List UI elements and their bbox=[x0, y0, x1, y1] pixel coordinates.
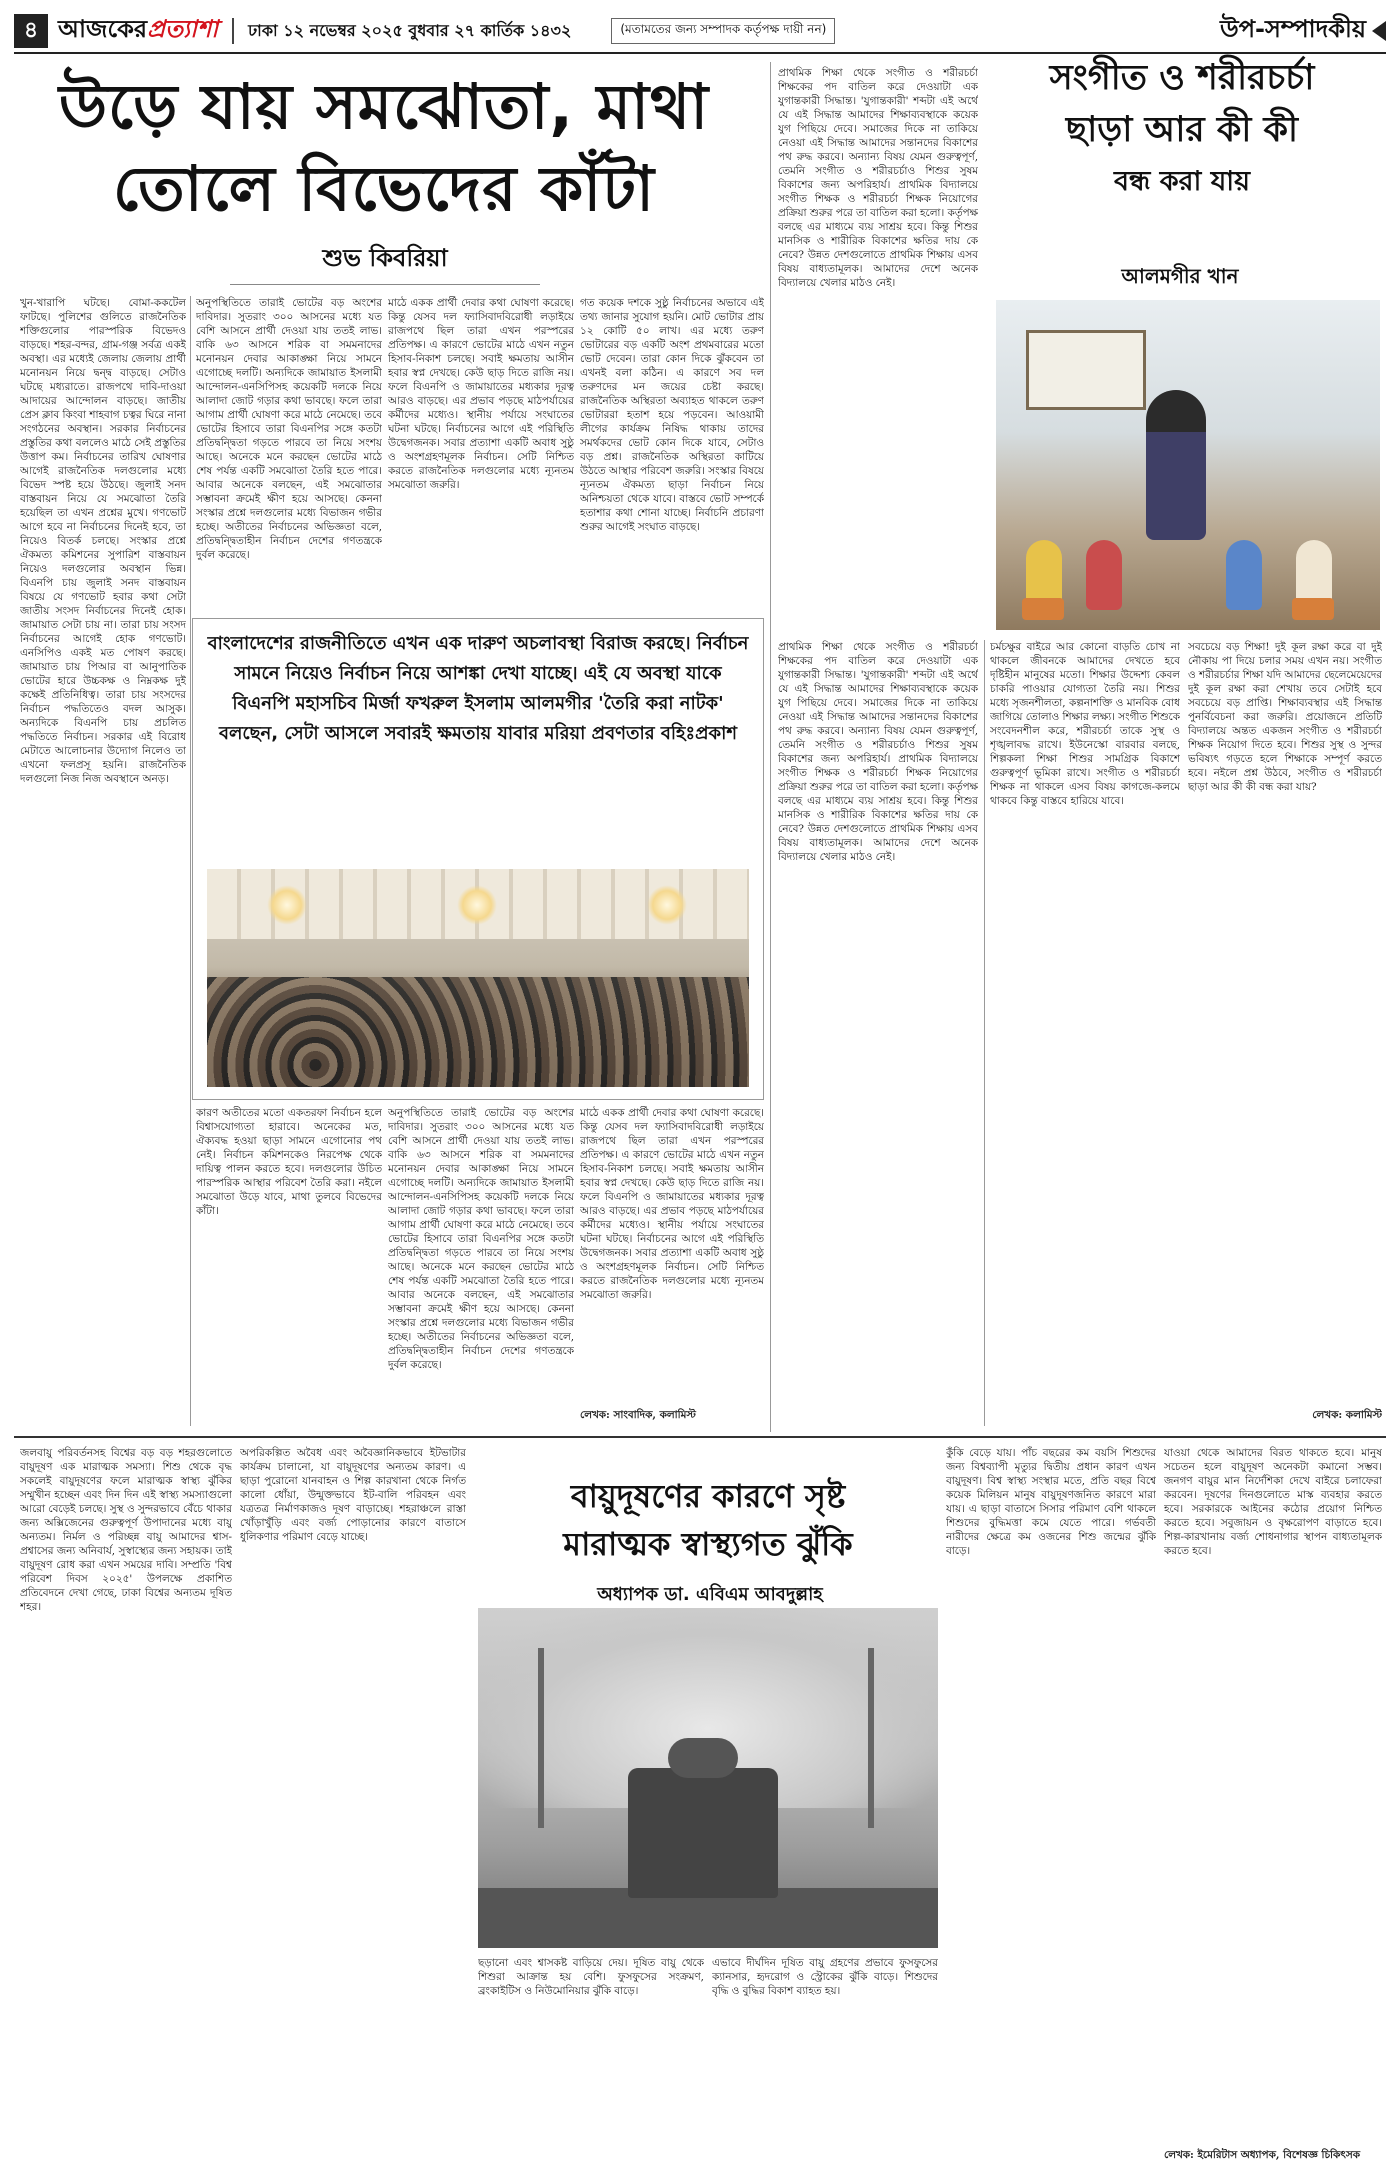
article3-author-note: লেখক: ইমেরিটাস অধ্যাপক, বিশেষজ্ঞ চিকিৎসক bbox=[1164, 2149, 1360, 2161]
article1-column-2: অনুপস্থিতিতে তারাই ভোটের বড় অংশের দাবিদার। সুতরাং ৩০০ আসনের মধ্যে যত বেশি আসনে প্রার্থী দেওয়া যায় ততই লাভ। বাকি ৬৩ আসনে শরিক বা সমমনাদের মনোনয়ন দেবার আকাঙ্ক্ষা নিয়ে সামনে এগোচ্ছে দলটি। অন্যদিকে জামায়াত ইসলামী আন্দোলন-এনসিপিসহ কয়েকটি দলকে নিয়ে আলাদা জোট গড়ার কথা ভাবছে। ফলে তারা আগাম প্রার্থী ঘোষণা করে মাঠে নেমেছে। তবে ভোটের হিসাবে তারা বিএনপির সঙ্গে কতটা প্রতিদ্বন্দ্বিতা গড়তে পারবে তা নিয়ে সংশয় আছে। অনেকে মনে করছেন ভোটের মাঠে শেষ পর্যন্ত একটি সমঝোতা তৈরি হতে পারে। আবার অনেকে বলছেন, এই সমঝোতার সম্ভাবনা ক্রমেই ক্ষীণ হয়ে আসছে। কেননা সংস্কার প্রশ্নে দলগুলোর মধ্যে বিভাজন গভীর হচ্ছে। অতীতের নির্বাচনের অভিজ্ঞতা বলে, প্রতিদ্বন্দ্বিতাহীন নির্বাচন দেশের গণতন্ত্রকে দুর্বল করেছে। bbox=[196, 297, 382, 561]
section-title bbox=[1220, 11, 1386, 51]
article3-column-1: জলবায়ু পরিবর্তনসহ বিশ্বের বড় বড় শহরগুলোতে বায়ুদূষণ এক মারাত্মক সমস্যা। শিশু থেকে বৃদ্ধ সকলেই বায়ুদূষণের ফলে মারাত্মক স্বাস্থ্য ঝুঁকির সম্মুখীন হচ্ছেন এবং দিন দিন এই স্বাস্থ্য সমস্যাগুলো আরো বেড়েই চলছে। সুস্থ ও সুন্দরভাবে বেঁচে থাকার জন্য অক্সিজেনের গুরুত্বপূর্ণ উপাদানের মধ্যে বায়ু অন্যতম। নির্মল ও পরিচ্ছন্ন বায়ু আমাদের শ্বাস-প্রশ্বাসের জন্য অনিবার্য, সুস্বাস্থ্যের জন্য সহায়ক। তাই বায়ুদূষণ রোধ করা এখন সময়ের দাবি। সম্প্রতি 'বিশ্ব পরিবেশ দিবস ২০২৫' উপলক্ষে প্রকাশিত প্রতিবেদনে দেখা গেছে, ঢাকা বিশ্বের অন্যতম দূষিত শহর। bbox=[20, 1447, 232, 1613]
article3-headline bbox=[478, 1472, 938, 1568]
masthead bbox=[14, 10, 1386, 54]
column-rule bbox=[770, 62, 771, 1432]
article2-headline-line2: ছাড়া আর কী কী bbox=[1065, 110, 1299, 150]
article3-headline-line1: বায়ুদূষণের কারণে সৃষ্ট bbox=[570, 1477, 846, 1515]
pull-quote-box bbox=[192, 618, 764, 1100]
section-divider bbox=[14, 1436, 1386, 1438]
article2-headline-line3: বন্ধ করা যায় bbox=[1113, 166, 1251, 197]
truck-icon bbox=[628, 1768, 778, 1898]
article1-column-1: খুন-খারাপি ঘটছে। বোমা-ককটেল ফাটছে। পুলিশের গুলিতে রাজনৈতিক শক্তিগুলোর পারস্পরিক বিভেদও বাড়ছে। শহর-বন্দর, গ্রাম-গঞ্জ সর্বত্র একই অবস্থা। এর মধ্যেই জেলায় জেলায় প্রার্থী মনোনয়ন নিয়ে দ্বন্দ্ব বাড়ছে। সেটাও ঘটছে মধ্যরাতে। রাজপথে দাবি-দাওয়া আদায়ের আন্দোলন বাড়ছে। জাতীয় প্রেস ক্লাব কিংবা শাহবাগ চত্বর ঘিরে নানা সংগঠনের অবস্থান। সরকার নির্বাচনের প্রস্তুতির কথা বললেও মাঠে সেই প্রস্তুতির উত্তাপ কম। নির্বাচনের তারিখ ঘোষণার আগেই রাজনৈতিক দলগুলোর মধ্যে বিভেদ স্পষ্ট হয়ে উঠছে। জুলাই সনদ বাস্তবায়ন নিয়ে যে সমঝোতা তৈরি হয়েছিল তা এখন প্রশ্নের মুখে। গণভোট আগে হবে না নির্বাচনের দিনেই হবে, তা নিয়েও বিতর্ক চলছে। সংস্কার প্রশ্নে ঐকমত্য কমিশনের সুপারিশ বাস্তবায়ন নিয়েও দলগুলোর অবস্থান ভিন্ন। বিএনপি চায় জুলাই সনদ বাস্তবায়ন বিষয়ে যে গণভোট হবার কথা সেটা জাতীয় সংসদ নির্বাচনের দিনেই হোক। জামায়াত সেটা চায় না। তারা চায় সংসদ নির্বাচনের আগেই হোক গণভোট। এনসিপিও একই মত পোষণ করছে। জামায়াত চায় পিআর বা আনুপাতিক ভোটের হারে উচ্চকক্ষ ও নিম্নকক্ষ দুই কক্ষেই প্রতিনিধিত্ব। তারা চায় সংসদের নির্বাচন পদ্ধতিতেও বদল আসুক। অন্যদিকে বিএনপি চায় প্রচলিত পদ্ধতিতে নির্বাচন। সরকার এই বিরোধ মেটাতে আলোচনার উদ্যোগ নিলেও তা এখনো ফলপ্রসূ হয়নি। রাজনৈতিক দলগুলো নিজ নিজ অবস্থানে অনড়। bbox=[20, 297, 186, 785]
tree-trunk bbox=[538, 1648, 544, 1828]
brand-part1: আজকের bbox=[58, 15, 148, 43]
classroom-photo bbox=[996, 300, 1380, 630]
disclaimer: (মতামতের জন্য সম্পাদক কর্তৃপক্ষ দায়ী নন) bbox=[611, 18, 835, 44]
article1-column-3: মাঠে একক প্রার্থী দেবার কথা ঘোষণা করেছে। কিন্তু যেসব দল ফ্যাসিবাদবিরোধী লড়াইয়ে রাজপথে ছিল তারা এখন পরস্পরের প্রতিপক্ষ। এ কারণে ভোটের মাঠে এখন নতুন হিসাব-নিকাশ চলছে। সবাই ক্ষমতায় আসীন হবার স্বপ্ন দেখছে। কেউ ছাড় দিতে রাজি নয়। ফলে বিএনপি ও জামায়াতের মধ্যকার দূরত্ব আরও বাড়ছে। এর প্রভাব পড়ছে মাঠপর্যায়ের কর্মীদের মধ্যেও। স্থানীয় পর্যায়ে সংঘাতের ঘটনা ঘটছে। নির্বাচনের আগে এই পরিস্থিতি উদ্বেগজনক। সবার প্রত্যাশা একটি অবাধ সুষ্ঠু ও অংশগ্রহণমূলক নির্বাচন। সেটি নিশ্চিত করতে রাজনৈতিক দলগুলোর মধ্যে ন্যূনতম সমঝোতা জরুরি। bbox=[388, 297, 574, 491]
article3-column-5: কুঁকি বেড়ে যায়। পাঁচ বছরের কম বয়সি শিশুদের জন্য বিশ্বব্যাপী মৃত্যুর দ্বিতীয় প্রধান কারণ এখন বায়ুদূষণ। বিশ্ব স্বাস্থ্য সংস্থার মতে, প্রতি বছর বিশ্বে কয়েক মিলিয়ন মানুষ বায়ুদূষণজনিত কারণে মারা যায়। এ ছাড়া বাতাসে সিসার পরিমাণ বেশি থাকলে শিশুদের বুদ্ধিমত্তা কমে যেতে পারে। গর্ভবতী নারীদের ক্ষেত্রে কম ওজনের শিশু জন্মের ঝুঁকি বাড়ে। bbox=[946, 1447, 1156, 1557]
article2-author-note: লেখক: কলামিস্ট bbox=[1312, 1409, 1382, 1421]
tree-trunk bbox=[868, 1648, 874, 1828]
brand-part2: প্রত্যাশা bbox=[147, 15, 219, 43]
teacher-figure bbox=[1146, 390, 1206, 540]
article1-headline-line1: উড়ে যায় সমঝোতা, মাথা bbox=[58, 70, 710, 143]
child-figure bbox=[1226, 540, 1262, 610]
child-figure bbox=[1086, 540, 1122, 610]
article1-column-4: গত কয়েক দশকে সুষ্ঠু নির্বাচনের অভাবে এই তথ্য জানার সুযোগ হয়নি। মোট ভোটার প্রায় ১২ কোটি ৫০ লাখ। এর মধ্যে তরুণ ভোটারের বড় একটি অংশ প্রথমবারের মতো ভোট দেবেন। তারা কোন দিকে ঝুঁকবেন তা এখনই বলা কঠিন। এ কারণে সব দল তরুণদের মন জয়ের চেষ্টা করছে। রাজনৈতিক অস্থিরতা অব্যাহত থাকলে তরুণ ভোটাররা হতাশ হয়ে পড়বেন। আওয়ামী লীগের কার্যক্রম নিষিদ্ধ থাকায় তাদের সমর্থকদের ভোট কোন দিকে যাবে, সেটাও বড় প্রশ্ন। রাজনৈতিক অস্থিরতা কাটিয়ে উঠতে আস্থার পরিবেশ জরুরি। সংস্কার বিষয়ে ন্যূনতম ঐকমত্য ছাড়া নির্বাচন নিয়ে অনিশ্চয়তা থেকে যাবে। বাস্তবে ভোট সম্পর্কে হতাশার কথা শোনা যাচ্ছে। নির্বাচনি প্রচারণা শুরুর আগেই সংঘাত বাড়ছে। bbox=[580, 297, 764, 533]
triangle-left-icon bbox=[1372, 21, 1386, 41]
article2-headline-line1: সংগীত ও শরীরচর্চা bbox=[1049, 58, 1315, 98]
article3-column-2: অপরিকল্পিত অবৈধ এবং অবৈজ্ঞানিকভাবে ইটভাটার কার্যক্রম চালানো, যা বায়ুদূষণের অন্যতম কারণ। এ ছাড়া পুরোনো যানবাহন ও শিল্প কারখানা থেকে নির্গত কালো ধোঁয়া, উন্মুক্তভাবে ইট-বালি পরিবহন এবং যত্রতত্র নির্মাণকাজও দূষণ বাড়াচ্ছে। শহরাঞ্চলে রাস্তা খোঁড়াখুঁড়ি এবং বর্জ্য পোড়ানোর কারণে বাতাসে ধুলিকণার পরিমাণ বেড়ে যাচ্ছে। bbox=[240, 1447, 466, 1543]
smog-road-photo bbox=[478, 1608, 938, 1948]
article1-column-7: মাঠে একক প্রার্থী দেবার কথা ঘোষণা করেছে। কিন্তু যেসব দল ফ্যাসিবাদবিরোধী লড়াইয়ে রাজপথে ছিল তারা এখন পরস্পরের প্রতিপক্ষ। এ কারণে ভোটের মাঠে এখন নতুন হিসাব-নিকাশ চলছে। সবাই ক্ষমতায় আসীন হবার স্বপ্ন দেখছে। কেউ ছাড় দিতে রাজি নয়। ফলে বিএনপি ও জামায়াতের মধ্যকার দূরত্ব আরও বাড়ছে। এর প্রভাব পড়ছে মাঠপর্যায়ের কর্মীদের মধ্যেও। স্থানীয় পর্যায়ে সংঘাতের ঘটনা ঘটছে। নির্বাচনের আগে এই পরিস্থিতি উদ্বেগজনক। সবার প্রত্যাশা একটি অবাধ সুষ্ঠু ও অংশগ্রহণমূলক নির্বাচন। সেটি নিশ্চিত করতে রাজনৈতিক দলগুলোর মধ্যে ন্যূনতম সমঝোতা জরুরি। bbox=[580, 1107, 764, 1301]
dateline: ঢাকা ১২ নভেম্বর ২০২৫ বুধবার ২৭ কার্তিক ১৪৩২ bbox=[248, 20, 572, 40]
section-label: উপ-সম্পাদকীয় bbox=[1220, 15, 1366, 43]
article3-column-4: এভাবে দীর্ঘদিন দূষিত বায়ু গ্রহণের প্রভাবে ফুসফুসের ক্যানসার, হৃদরোগ ও স্ট্রোকের ঝুঁকি বাড়ে। শিশুদের বৃদ্ধি ও বুদ্ধির বিকাশ ব্যাহত হয়। bbox=[712, 1957, 938, 1997]
chair-icon bbox=[1022, 598, 1064, 620]
whiteboard bbox=[1026, 330, 1146, 410]
chair-icon bbox=[1292, 598, 1334, 620]
article1-column-5: কারণ অতীতের মতো একতরফা নির্বাচন হলে বিশ্বাসযোগ্যতা হারাবে। অনেকের মত, ঐক্যবদ্ধ হওয়া ছাড়া সামনে এগোনোর পথ নেই। নির্বাচন কমিশনকেও নিরপেক্ষ থেকে দায়িত্ব পালন করতে হবে। দলগুলোর উচিত পারস্পরিক আস্থার পরিবেশ তৈরি করা। নইলে সমঝোতা উড়ে যাবে, মাথা তুলবে বিভেদের কাঁটা। bbox=[196, 1107, 382, 1217]
article1-headline bbox=[24, 66, 744, 230]
audience-rows bbox=[207, 977, 749, 1087]
chandelier-icon bbox=[647, 885, 687, 925]
column-rule bbox=[190, 296, 191, 1426]
article1-headline-line2: তোলে বিভেদের কাঁটা bbox=[113, 152, 655, 225]
article3-byline: অধ্যাপক ডা. এবিএম আবদুল্লাহ bbox=[597, 1584, 823, 1605]
article1-author-note: লেখক: সাংবাদিক, কলামিস্ট bbox=[580, 1409, 696, 1421]
masthead-divider bbox=[232, 18, 234, 44]
article2-column-1: প্রাথমিক শিক্ষা থেকে সংগীত ও শরীরচর্চা শিক্ষকের পদ বাতিল করে দেওয়াটা এক যুগান্তকারী সিদ্ধান্ত। 'যুগান্তকারী' শব্দটা এই অর্থে যে এই সিদ্ধান্ত আমাদের শিক্ষাব্যবস্থাকে কয়েক যুগ পিছিয়ে দেবে। সমাজের দিকে না তাকিয়ে নেওয়া এই সিদ্ধান্ত আমাদের সন্তানদের বিকাশের পথ রুদ্ধ করবে। অন্যান্য বিষয় যেমন গুরুত্বপূর্ণ, তেমনি সংগীত ও শরীরচর্চাও শিশুর সুষম বিকাশের জন্য অপরিহার্য। প্রাথমিক বিদ্যালয়ে সংগীত শিক্ষক ও শরীরচর্চা শিক্ষক নিয়োগের প্রক্রিয়া শুরুর পরে তা বাতিল করা হলো। কর্তৃপক্ষ বলছে এর মাধ্যমে ব্যয় সাশ্রয় হবে। কিন্তু শিশুর মানসিক ও শারীরিক বিকাশের ক্ষতির দায় কে নেবে? উন্নত দেশগুলোতে প্রাথমিক শিক্ষায় এসব বিষয় বাধ্যতামূলক। আমাদের দেশে অনেক বিদ্যালয়ে খেলার মাঠও নেই। bbox=[778, 67, 978, 289]
article3-column-3: ছড়ানো এবং শ্বাসকষ্ট বাড়িয়ে দেয়। দূষিত বায়ু থেকে শিশুরা আক্রান্ত হয় বেশি। ফুসফুসের সংক্রমণ, ব্রংকাইটিস ও নিউমোনিয়ার ঝুঁকি বাড়ে। bbox=[478, 1957, 704, 1997]
chandelier-icon bbox=[457, 885, 497, 925]
article3-column-6: যাওয়া থেকে আমাদের বিরত থাকতে হবে। মানুষ সচেতন হলে বায়ুদূষণ অনেকটা কমানো সম্ভব। জনগণ বায়ুর মান নির্দেশিকা দেখে বাইরে চলাফেরা করবেন। দূষণের দিনগুলোতে মাস্ক ব্যবহার করতে হবে। সরকারকে আইনের কঠোর প্রয়োগ নিশ্চিত করতে হবে। সবুজায়ন ও বৃক্ষরোপণ বাড়াতে হবে। শিল্প-কারখানায় বর্জ্য শোধনাগার স্থাপন বাধ্যতামূলক করতে হবে। bbox=[1164, 1447, 1382, 1557]
article2-column-4: সবচেয়ে বড় শিক্ষা! দুই কূল রক্ষা করে বা দুই নৌকায় পা দিয়ে চলার সময় এখন নয়। সংগীত ও শরীরচর্চার শিক্ষা যদি আমাদের ছেলেমেয়েদের দুই কূল রক্ষা করা শেখায় তবে সেটাই হবে সবচেয়ে বড় প্রাপ্তি। শিক্ষাব্যবস্থার এই সিদ্ধান্ত পুনর্বিবেচনা করা জরুরি। প্রয়োজনে প্রতিটি বিদ্যালয়ে অন্তত একজন সংগীত ও শরীরচর্চা শিক্ষক নিয়োগ দিতে হবে। শিশুর সুস্থ ও সুন্দর ভবিষ্যৎ গড়তে হলে শিক্ষাকে সম্পূর্ণ করতে হবে। নইলে প্রশ্ন উঠবে, সংগীত ও শরীরচর্চা ছাড়া আর কী কী বন্ধ করা যায়? bbox=[1188, 641, 1382, 793]
article2-column-2: প্রাথমিক শিক্ষা থেকে সংগীত ও শরীরচর্চা শিক্ষকের পদ বাতিল করে দেওয়াটা এক যুগান্তকারী সিদ্ধান্ত। 'যুগান্তকারী' শব্দটা এই অর্থে যে এই সিদ্ধান্ত আমাদের শিক্ষাব্যবস্থাকে কয়েক যুগ পিছিয়ে দেবে। সমাজের দিকে না তাকিয়ে নেওয়া এই সিদ্ধান্ত আমাদের সন্তানদের বিকাশের পথ রুদ্ধ করবে। অন্যান্য বিষয় যেমন গুরুত্বপূর্ণ, তেমনি সংগীত ও শরীরচর্চাও শিশুর সুষম বিকাশের জন্য অপরিহার্য। প্রাথমিক বিদ্যালয়ে সংগীত শিক্ষক ও শরীরচর্চা শিক্ষক নিয়োগের প্রক্রিয়া শুরুর পরে তা বাতিল করা হলো। কর্তৃপক্ষ বলছে এর মাধ্যমে ব্যয় সাশ্রয় হবে। কিন্তু শিশুর মানসিক ও শারীরিক বিকাশের ক্ষতির দায় কে নেবে? উন্নত দেশগুলোতে প্রাথমিক শিক্ষায় এসব বিষয় বাধ্যতামূলক। আমাদের দেশে অনেক বিদ্যালয়ে খেলার মাঠও নেই। bbox=[778, 641, 978, 863]
pull-quote-text: বাংলাদেশের রাজনীতিতে এখন এক দারুণ অচলাবস্থা বিরাজ করছে। নির্বাচন সামনে নিয়েও নির্বাচন নিয়ে আশঙ্কা দেখা যাচ্ছে। এই যে অবস্থা যাকে বিএনপি মহাসচিব মির্জা ফখরুল ইসলাম আলমগীর 'তৈরি করা নাটক' বলছেন, সেটা আসলে সবারই ক্ষমতায় যাবার মরিয়া প্রবণতার বহিঃপ্রকাশ bbox=[207, 633, 749, 744]
chandelier-icon bbox=[267, 885, 307, 925]
article3-headline-line2: মারাত্মক স্বাস্থ্যগত ঝুঁকি bbox=[563, 1525, 853, 1563]
conference-photo bbox=[207, 869, 749, 1087]
page-number: ৪ bbox=[14, 14, 48, 48]
article2-headline bbox=[982, 52, 1382, 208]
article2-column-3: চর্মচক্ষুর বাইরে আর কোনো বাড়তি চোখ না থাকলে জীবনকে আমাদের দেখতে হবে দৃষ্টিহীন মানুষের মতো। শিক্ষার উদ্দেশ্য কেবল চাকরি পাওয়ার যোগ্যতা তৈরি নয়। শিশুর মধ্যে সৃজনশীলতা, কল্পনাশক্তি ও মানবিক বোধ জাগিয়ে তোলাও শিক্ষার লক্ষ্য। সংগীত শিশুকে সংবেদনশীল করে, শরীরচর্চা তাকে সুস্থ ও শৃঙ্খলাবদ্ধ রাখে। ইউনেস্কো বারবার বলছে, শিল্পকলা শিক্ষা শিশুর সামগ্রিক বিকাশে গুরুত্বপূর্ণ ভূমিকা রাখে। সংগীত ও শরীরচর্চা শিক্ষক না থাকলে এসব বিষয় কাগজে-কলমে থাকবে কিন্তু বাস্তবে হারিয়ে যাবে। bbox=[990, 641, 1180, 807]
article1-byline: শুভ কিবরিয়া bbox=[230, 240, 540, 285]
newspaper-logo bbox=[58, 11, 218, 51]
column-rule bbox=[984, 640, 985, 1426]
article1-column-6: অনুপস্থিতিতে তারাই ভোটের বড় অংশের দাবিদার। সুতরাং ৩০০ আসনের মধ্যে যত বেশি আসনে প্রার্থী দেওয়া যায় ততই লাভ। বাকি ৬৩ আসনে শরিক বা সমমনাদের মনোনয়ন দেবার আকাঙ্ক্ষা নিয়ে সামনে এগোচ্ছে দলটি। অন্যদিকে জামায়াত ইসলামী আন্দোলন-এনসিপিসহ কয়েকটি দলকে নিয়ে আলাদা জোট গড়ার কথা ভাবছে। ফলে তারা আগাম প্রার্থী ঘোষণা করে মাঠে নেমেছে। তবে ভোটের হিসাবে তারা বিএনপির সঙ্গে কতটা প্রতিদ্বন্দ্বিতা গড়তে পারবে তা নিয়ে সংশয় আছে। অনেকে মনে করছেন ভোটের মাঠে শেষ পর্যন্ত একটি সমঝোতা তৈরি হতে পারে। আবার অনেকে বলছেন, এই সমঝোতার সম্ভাবনা ক্রমেই ক্ষীণ হয়ে আসছে। কেননা সংস্কার প্রশ্নে দলগুলোর মধ্যে বিভাজন গভীর হচ্ছে। অতীতের নির্বাচনের অভিজ্ঞতা বলে, প্রতিদ্বন্দ্বিতাহীন নির্বাচন দেশের গণতন্ত্রকে দুর্বল করেছে। bbox=[388, 1107, 574, 1371]
article2-byline: আলমগীর খান bbox=[1121, 264, 1239, 288]
